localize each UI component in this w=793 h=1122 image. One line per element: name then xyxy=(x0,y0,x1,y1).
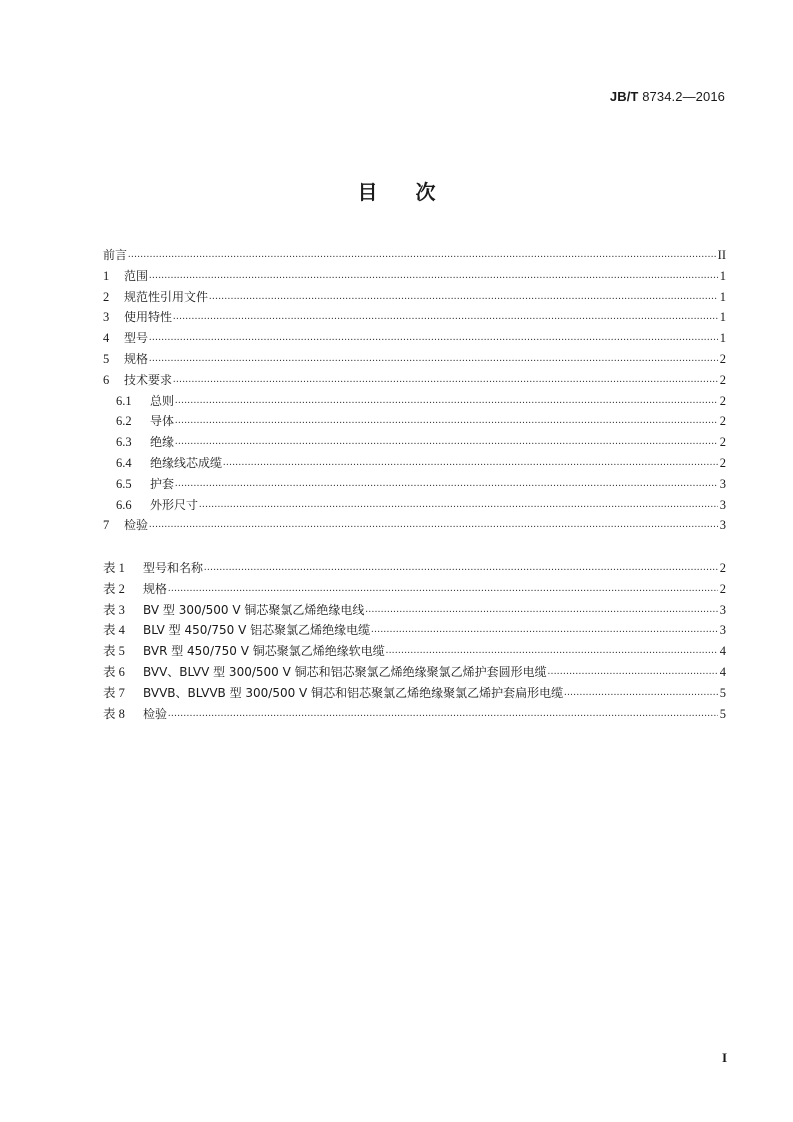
toc-entry[interactable] xyxy=(103,246,726,267)
toc-table-entry[interactable] xyxy=(103,704,726,725)
toc-entry[interactable] xyxy=(103,516,726,537)
toc-table-entry[interactable] xyxy=(103,558,726,579)
standard-number: 8734.2—2016 xyxy=(642,89,725,104)
toc-entry-page: 2 xyxy=(719,414,726,429)
toc-entry-page: 3 xyxy=(719,623,726,638)
toc-entry-label: 型号 xyxy=(124,331,149,346)
toc-entry-page: 1 xyxy=(719,331,726,346)
toc-entry-page: 2 xyxy=(719,372,726,387)
dot-leader xyxy=(175,413,718,426)
toc-entry-page: 1 xyxy=(719,268,726,283)
toc-entry-number: 6.3 xyxy=(116,435,132,450)
toc-entry-number: 6 xyxy=(103,372,110,387)
toc-entry-label: 检验 xyxy=(143,706,168,721)
dot-leader xyxy=(371,622,718,635)
toc-entry-number: 4 xyxy=(103,331,110,346)
toc-entry-page: 4 xyxy=(719,664,726,679)
dot-leader xyxy=(168,580,718,593)
dot-leader xyxy=(204,560,718,573)
toc-entry-page: II xyxy=(717,248,726,262)
dot-leader xyxy=(128,247,717,260)
toc-entry-label: 范围 xyxy=(124,268,149,283)
toc-entry[interactable] xyxy=(103,288,726,309)
dot-leader xyxy=(149,267,718,280)
toc-entry[interactable] xyxy=(103,433,726,454)
toc-entry-label: BVV、BLVV 型 300/500 V 铜芯和铝芯聚氯乙烯绝缘聚氯乙烯护套圆形电缆 xyxy=(143,664,547,679)
dot-leader xyxy=(199,496,718,509)
toc-entry-page: 1 xyxy=(719,289,726,304)
toc-tables xyxy=(103,558,726,724)
toc-entry-label: 规格 xyxy=(124,351,149,366)
toc-entry-number: 表 5 xyxy=(103,644,125,659)
toc-table-entry[interactable] xyxy=(103,641,726,662)
toc-entry-page: 3 xyxy=(719,602,726,617)
toc-entry-label: 导体 xyxy=(150,414,175,429)
toc-entry-page: 2 xyxy=(719,435,726,450)
toc-entry-number: 表 6 xyxy=(103,664,125,679)
toc-entry-number: 6.5 xyxy=(116,476,132,491)
dot-leader xyxy=(223,454,718,467)
toc-table-entry[interactable] xyxy=(103,662,726,683)
toc-entry-label: BVR 型 450/750 V 铜芯聚氯乙烯绝缘软电缆 xyxy=(143,644,385,659)
toc-entry-page: 2 xyxy=(719,351,726,366)
toc-entry-number: 6.4 xyxy=(116,455,132,470)
toc-entry[interactable] xyxy=(103,371,726,392)
toc-table-entry[interactable] xyxy=(103,600,726,621)
toc-entry-page: 3 xyxy=(719,476,726,491)
toc-entry[interactable] xyxy=(103,267,726,288)
toc-entry-number: 6.1 xyxy=(116,393,132,408)
toc-entry-label: 使用特性 xyxy=(124,310,173,325)
toc-entry-label: 型号和名称 xyxy=(143,561,204,575)
toc-entry-page: 4 xyxy=(719,644,726,659)
dot-leader xyxy=(149,350,718,363)
toc-entry-number: 表 7 xyxy=(103,685,125,700)
dot-leader xyxy=(173,371,718,384)
page-title: 目次 xyxy=(357,180,474,204)
toc-entry-label: BLV 型 450/750 V 铝芯聚氯乙烯绝缘电缆 xyxy=(143,623,371,638)
toc-entry[interactable] xyxy=(103,496,726,517)
toc-entry[interactable] xyxy=(103,308,726,329)
toc-entry[interactable] xyxy=(103,329,726,350)
dot-leader xyxy=(173,309,718,322)
toc-entry-label: 规范性引用文件 xyxy=(124,289,209,304)
dot-leader xyxy=(175,434,718,447)
toc-entry-label: 总则 xyxy=(150,393,175,408)
toc-entry-number: 表 4 xyxy=(103,623,125,638)
toc-entry-number: 3 xyxy=(103,310,110,325)
toc-entry-page: 2 xyxy=(719,561,726,575)
toc-entry-number: 表 3 xyxy=(103,602,125,617)
toc-entry-number: 6.6 xyxy=(116,497,132,512)
toc-entry-label: 检验 xyxy=(124,518,149,533)
toc-entry-page: 5 xyxy=(719,706,726,721)
dot-leader xyxy=(564,684,718,697)
toc-entry-label: 护套 xyxy=(150,476,175,491)
dot-leader xyxy=(209,288,718,301)
toc-entry-number: 1 xyxy=(103,268,110,283)
toc-entry[interactable] xyxy=(103,475,726,496)
toc-entry[interactable] xyxy=(103,350,726,371)
dot-leader xyxy=(149,330,718,343)
toc-entry[interactable] xyxy=(103,392,726,413)
toc-entry[interactable] xyxy=(103,412,726,433)
toc-entry-label: 绝缘线芯成缆 xyxy=(150,455,223,470)
standard-code xyxy=(610,89,725,104)
toc-entry-page: 2 xyxy=(719,581,726,596)
dot-leader xyxy=(175,475,718,488)
toc-entry-number: 表 1 xyxy=(103,561,125,575)
toc-entry-number: 表 8 xyxy=(103,706,125,721)
dot-leader xyxy=(168,705,718,718)
toc-sections xyxy=(103,246,726,537)
toc-entry-page: 2 xyxy=(719,393,726,408)
dot-leader xyxy=(149,517,718,530)
toc-entry-number: 表 2 xyxy=(103,581,125,596)
dot-leader xyxy=(365,601,718,614)
toc-entry-label: BVVB、BLVVB 型 300/500 V 铜芯和铝芯聚氯乙烯绝缘聚氯乙烯护套扁形电缆 xyxy=(143,685,564,700)
toc-entry-label: 前言 xyxy=(103,248,128,262)
dot-leader xyxy=(548,663,718,676)
dot-leader xyxy=(386,643,718,656)
toc-entry-number: 2 xyxy=(103,289,110,304)
toc-entry-label: 规格 xyxy=(143,581,168,596)
toc-entry-number: 7 xyxy=(103,518,110,533)
toc-table-entry[interactable] xyxy=(103,579,726,600)
toc-entry-page: 1 xyxy=(719,310,726,325)
toc-entry-label: 绝缘 xyxy=(150,435,175,450)
toc-entry-page: 2 xyxy=(719,455,726,470)
toc-entry-number: 6.2 xyxy=(116,414,132,429)
toc-entry-page: 5 xyxy=(719,685,726,700)
page-number: I xyxy=(722,1050,728,1065)
toc-entry-label: BV 型 300/500 V 铜芯聚氯乙烯绝缘电线 xyxy=(143,602,365,617)
standard-prefix: JB/T xyxy=(609,89,639,104)
toc-table-entry[interactable] xyxy=(103,683,726,704)
toc-entry-label: 技术要求 xyxy=(124,372,173,387)
toc-entry[interactable] xyxy=(103,454,726,475)
toc-table-entry[interactable] xyxy=(103,620,726,641)
toc-entry-page: 3 xyxy=(719,518,726,533)
toc-entry-number: 5 xyxy=(103,351,110,366)
toc-entry-page: 3 xyxy=(719,497,726,512)
toc-entry-label: 外形尺寸 xyxy=(150,497,199,512)
dot-leader xyxy=(175,392,718,405)
